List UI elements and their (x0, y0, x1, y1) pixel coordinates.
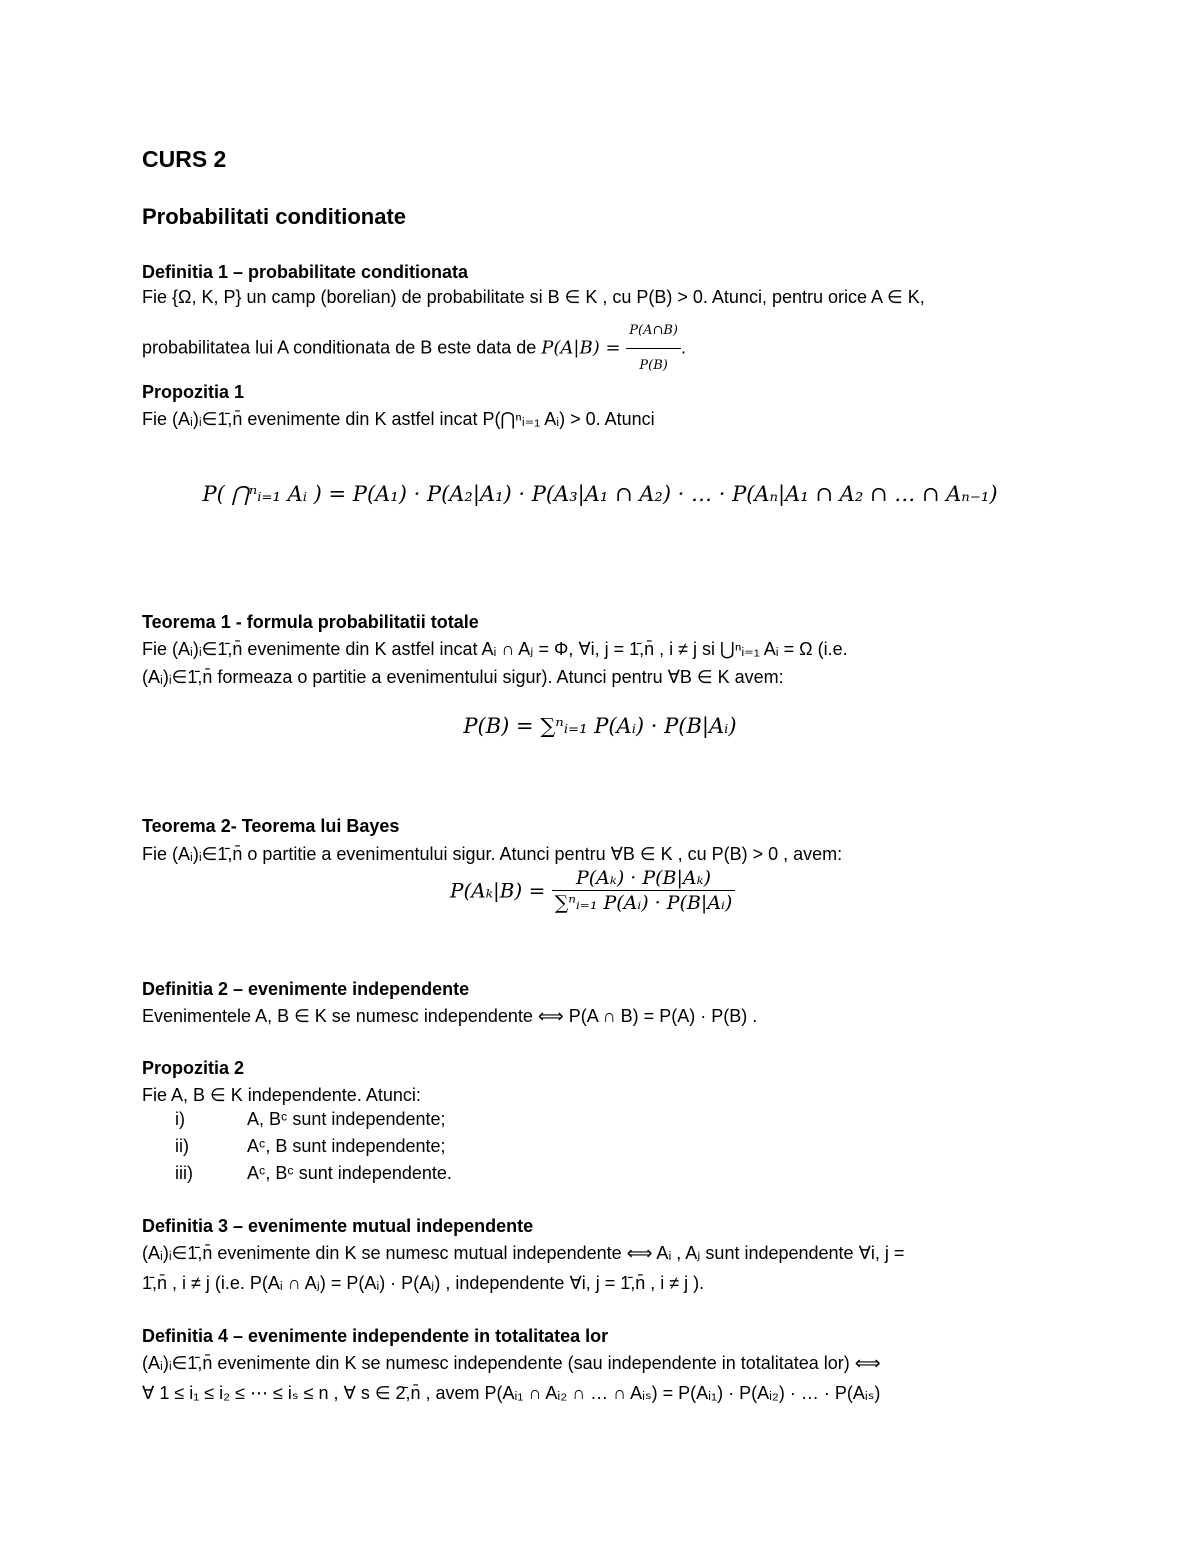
def4-line1: (Aᵢ)ᵢ∈1̄,n̄ evenimente din K se numesc independente (sau independente in totalitatea lor) ⟺ (142, 1353, 881, 1373)
thm2-formula (450, 866, 735, 915)
section-title: Probabilitati conditionate (142, 204, 407, 229)
thm2-line1: Fie (Aᵢ)ᵢ∈1̄,n̄ o partitie a evenimentului sigur. Atunci pentru ∀B ∈ K , cu P(B) > 0 , avem: (142, 844, 843, 864)
def2-heading: Definitia 2 – evenimente independente (142, 979, 470, 999)
prop2-item-text: Aᶜ, B sunt independente; (247, 1136, 446, 1156)
thm2-lhs: P(Aₖ|B) = (450, 878, 546, 903)
def2-line1: Evenimentele A, B ∈ K se numesc independente ⟺ P(A ∩ B) = P(A) · P(B) . (142, 1006, 758, 1026)
prop1-line1: Fie (Aᵢ)ᵢ∈1̄,n̄ evenimente din K astfel incat P(⋂ⁿᵢ₌₁ Aᵢ) > 0. Atunci (142, 409, 655, 429)
thm1-line1: Fie (Aᵢ)ᵢ∈1̄,n̄ evenimente din K astfel incat Aᵢ ∩ Aⱼ = Φ, ∀i, j = 1̄,n̄ , i ≠ j si ⋃ⁿᵢ₌₁ Aᵢ = Ω (i.e. (142, 639, 848, 659)
def4-heading: Definitia 4 – evenimente independente in totalitatea lor (142, 1326, 609, 1346)
thm1-formula: P(B) = ∑ⁿᵢ₌₁ P(Aᵢ) · P(B|Aᵢ) (463, 714, 737, 738)
thm1-line2: (Aᵢ)ᵢ∈1̄,n̄ formeaza o partitie a evenimentului sigur). Atunci pentru ∀B ∈ K avem: (142, 667, 784, 687)
def4-line2: ∀ 1 ≤ i₁ ≤ i₂ ≤ ⋯ ≤ iₛ ≤ n , ∀ s ∈ 2̄,n̄ , avem P(Aᵢ₁ ∩ Aᵢ₂ ∩ … ∩ Aᵢₛ) = P(Aᵢ₁) · P(Aᵢ₂) · … · P(Aᵢₛ) (142, 1383, 881, 1403)
def1-frac-den: P(B) (639, 358, 668, 373)
prop2-item-num: iii) (175, 1163, 193, 1183)
prop1-heading: Propozitia 1 (142, 382, 245, 402)
prop2-heading: Propozitia 2 (142, 1058, 245, 1078)
def1-frac-num: P(A∩B) (626, 314, 681, 349)
prop1-formula: P( ⋂ⁿᵢ₌₁ Aᵢ ) = P(A₁) · P(A₂|A₁) · P(A₃|A₁ ∩ A₂) · … · P(Aₙ|A₁ ∩ A₂ ∩ … ∩ Aₙ₋₁) (202, 482, 998, 506)
thm2-num: P(Aₖ) · P(B|Aₖ) (552, 866, 736, 891)
prop2-item-num: i) (175, 1109, 185, 1129)
def1-line1: Fie {Ω, K, P} un camp (borelian) de probabilitate si B ∈ K , cu P(B) > 0. Atunci, pentru orice A ∈ K, (142, 287, 925, 307)
prop2-item-text: A, Bᶜ sunt independente; (247, 1109, 446, 1129)
thm2-fraction (552, 866, 736, 915)
def1-fraction (626, 314, 681, 383)
def3-heading: Definitia 3 – evenimente mutual independente (142, 1216, 534, 1236)
def1-line2-text: probabilitatea lui A conditionata de B este data de (142, 337, 542, 358)
def1-line2: probabilitatea lui A conditionata de B este data de P(A|B) = $\frac{P(A\cap B)}{P(B)}$ . (142, 314, 686, 383)
prop2-item-text: Aᶜ, Bᶜ sunt independente. (247, 1163, 452, 1183)
def3-line1: (Aᵢ)ᵢ∈1̄,n̄ evenimente din K se numesc mutual independente ⟺ Aᵢ , Aⱼ sunt independente ∀i, j = (142, 1243, 905, 1263)
def3-line2: 1̄,n̄ , i ≠ j (i.e. P(Aᵢ ∩ Aⱼ) = P(Aᵢ) · P(Aⱼ) , independente ∀i, j = 1̄,n̄ , i ≠ j ). (142, 1273, 705, 1293)
prop2-line1: Fie A, B ∈ K independente. Atunci: (142, 1085, 421, 1105)
thm1-heading: Teorema 1 - formula probabilitatii totale (142, 612, 479, 632)
def1-lhs: P(A|B) = (541, 337, 627, 359)
prop2-item-num: ii) (175, 1136, 189, 1156)
thm2-den: ∑ⁿᵢ₌₁ P(Aᵢ) · P(B|Aᵢ) (554, 892, 733, 914)
thm2-heading: Teorema 2- Teorema lui Bayes (142, 816, 400, 836)
course-title: CURS 2 (142, 146, 227, 172)
def1-heading: Definitia 1 – probabilitate conditionata (142, 262, 469, 282)
